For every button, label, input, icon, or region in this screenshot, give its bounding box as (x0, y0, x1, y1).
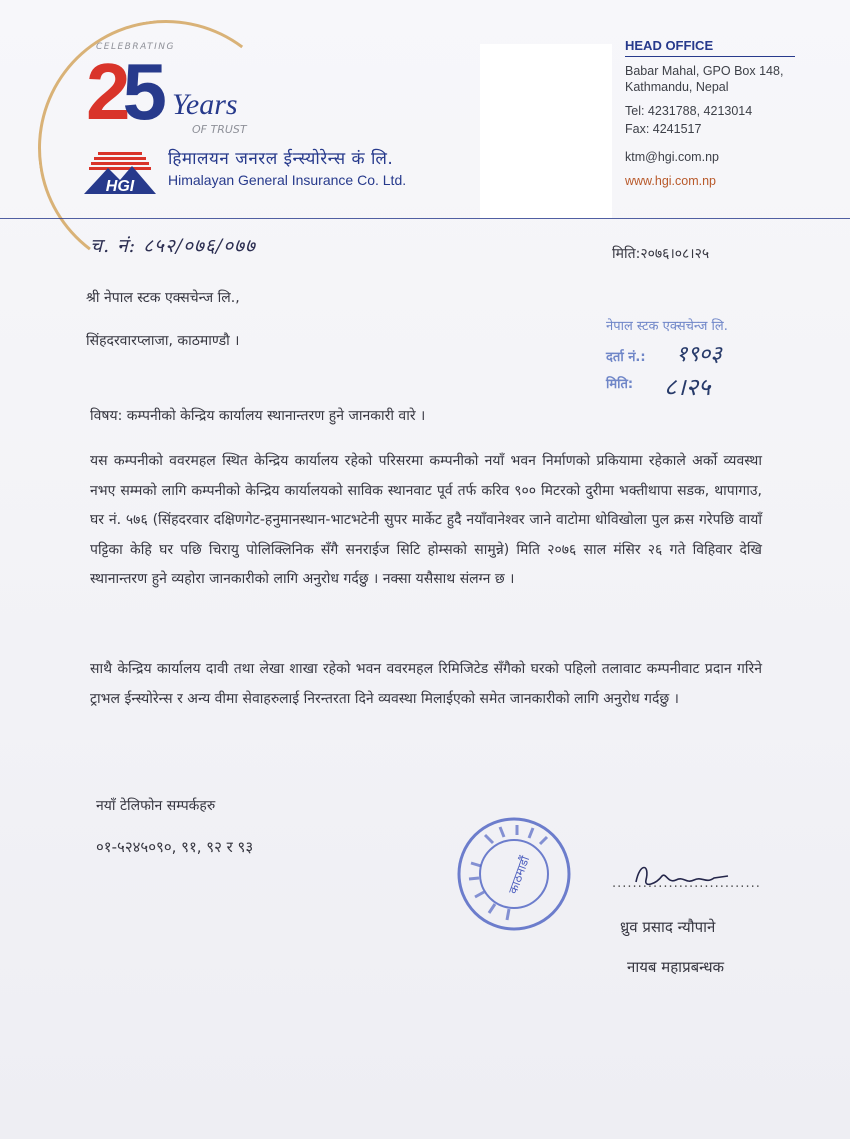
signatory-name: ध्रुव प्रसाद न्यौपाने (620, 918, 716, 936)
anniversary-digit-two: 2 (86, 47, 123, 136)
recipient-line-1: श्री नेपाल स्टक एक्सचेन्ज लि., (86, 290, 240, 306)
logo-letters: HGI (105, 178, 135, 195)
reference-number: च. नं: ८५२/०७६/०७७ (90, 235, 256, 257)
received-date-value: ८।२५ (664, 373, 711, 401)
signatory-title: नायब महाप्रबन्धक (627, 958, 725, 976)
phone-heading: नयाँ टेलिफोन सम्पर्कहरु (96, 798, 216, 814)
anniversary-number (86, 47, 159, 136)
head-office-address-1: Babar Mahal, GPO Box 148, (625, 64, 784, 78)
years-label: Years (172, 88, 238, 121)
letter-paragraph-2: साथै केन्द्रिय कार्यालय दावी तथा लेखा शाखा रहेको भवन ववरमहल रिमिजिटेड सँगैको घरको पहिलो तलावाट कम्पनीवाट प्रदान गरिने ट्राभल ईन्स्योरेन्स र अन्य वीमा सेवाहरुलाई निरन्तरता दिने व्यवस्था मिलाईएको समेत जानकारीको लागि अनुरोध गर्दछु । (90, 661, 762, 707)
head-office-email: ktm@hgi.com.np (625, 150, 719, 164)
of-trust-label: OF TRUST (192, 123, 247, 136)
letter-subject: विषय: कम्पनीको केन्द्रिय कार्यालय स्थानान्तरण हुने जानकारी वारे । (90, 408, 426, 424)
received-reg-number: १९०३ (676, 342, 722, 367)
celebrating-label: CELEBRATING (96, 42, 175, 52)
phone-numbers: ०१-५२४५०९०, ९१, ९२ र ९३ (96, 838, 254, 856)
received-stamp-org: नेपाल स्टक एक्सचेन्ज लि. (606, 319, 728, 334)
signature-line: ............................. (612, 876, 761, 891)
anniversary-digit-five: 5 (122, 47, 159, 136)
received-reg-label: दर्ता नं.: (606, 350, 646, 365)
letter-paragraph-1: यस कम्पनीको ववरमहल स्थित केन्द्रिय कार्यालय रहेको परिसरमा कम्पनीको नयाँ भवन निर्माणको प्रकियामा रहेकाले अर्को व्यवस्था नभए सम्मको लागि कम्पनीको केन्द्रिय कार्यालयको साविक स्थानवाट पूर्व तर्फ करिव ९०० मिटरको दुरीमा भक्तीथापा सडक, थापागाउ, घर नं. ५७६ (सिंहदरवार दक्षिणगेट-हनुमानस्थान-भाटभटेनी सुपर मार्केट हुदै नयाँवानेश्वर जाने वाटोमा धोविखोला पुल क्रस गरेपछि वायाँ पट्टिका केहि घर पछि चिरायु पोलिक्लिनिक सँगै सनराईज सिटि होम्सको सामुन्ने) मिति २०७६ साल मंसिर २६ गते विहिवार देखि स्थानान्तरण हुने व्यहोरा जानकारीको लागि अनुरोध गर्दछु । नक्सा यसैसाथ संलग्न छ । (90, 453, 762, 587)
head-office-fax: Fax: 4241517 (625, 122, 702, 136)
office-seal-icon (455, 815, 573, 933)
redacted-area (480, 44, 612, 218)
head-office-tel: Tel: 4231788, 4213014 (625, 104, 753, 118)
head-office-website: www.hgi.com.np (625, 174, 717, 188)
head-office-divider (625, 56, 795, 57)
seal-center-text: काठमाडौं (505, 854, 533, 896)
company-name-nepali: हिमालयन जनरल ईन्स्योरेन्स कं लि. (168, 149, 394, 169)
company-name-english: Himalayan General Insurance Co. Ltd. (168, 172, 407, 188)
recipient-line-2: सिंहदरवारप्लाजा, काठमाण्डौ । (86, 333, 240, 349)
head-office-address-2: Kathmandu, Nepal (625, 80, 729, 94)
received-date-label: मिति: (606, 377, 634, 392)
letterhead-divider (0, 218, 850, 219)
hgi-logo-icon (80, 146, 160, 196)
letter-date: मिति:२०७६।०८।२५ (612, 246, 710, 262)
head-office-title: HEAD OFFICE (625, 38, 714, 53)
